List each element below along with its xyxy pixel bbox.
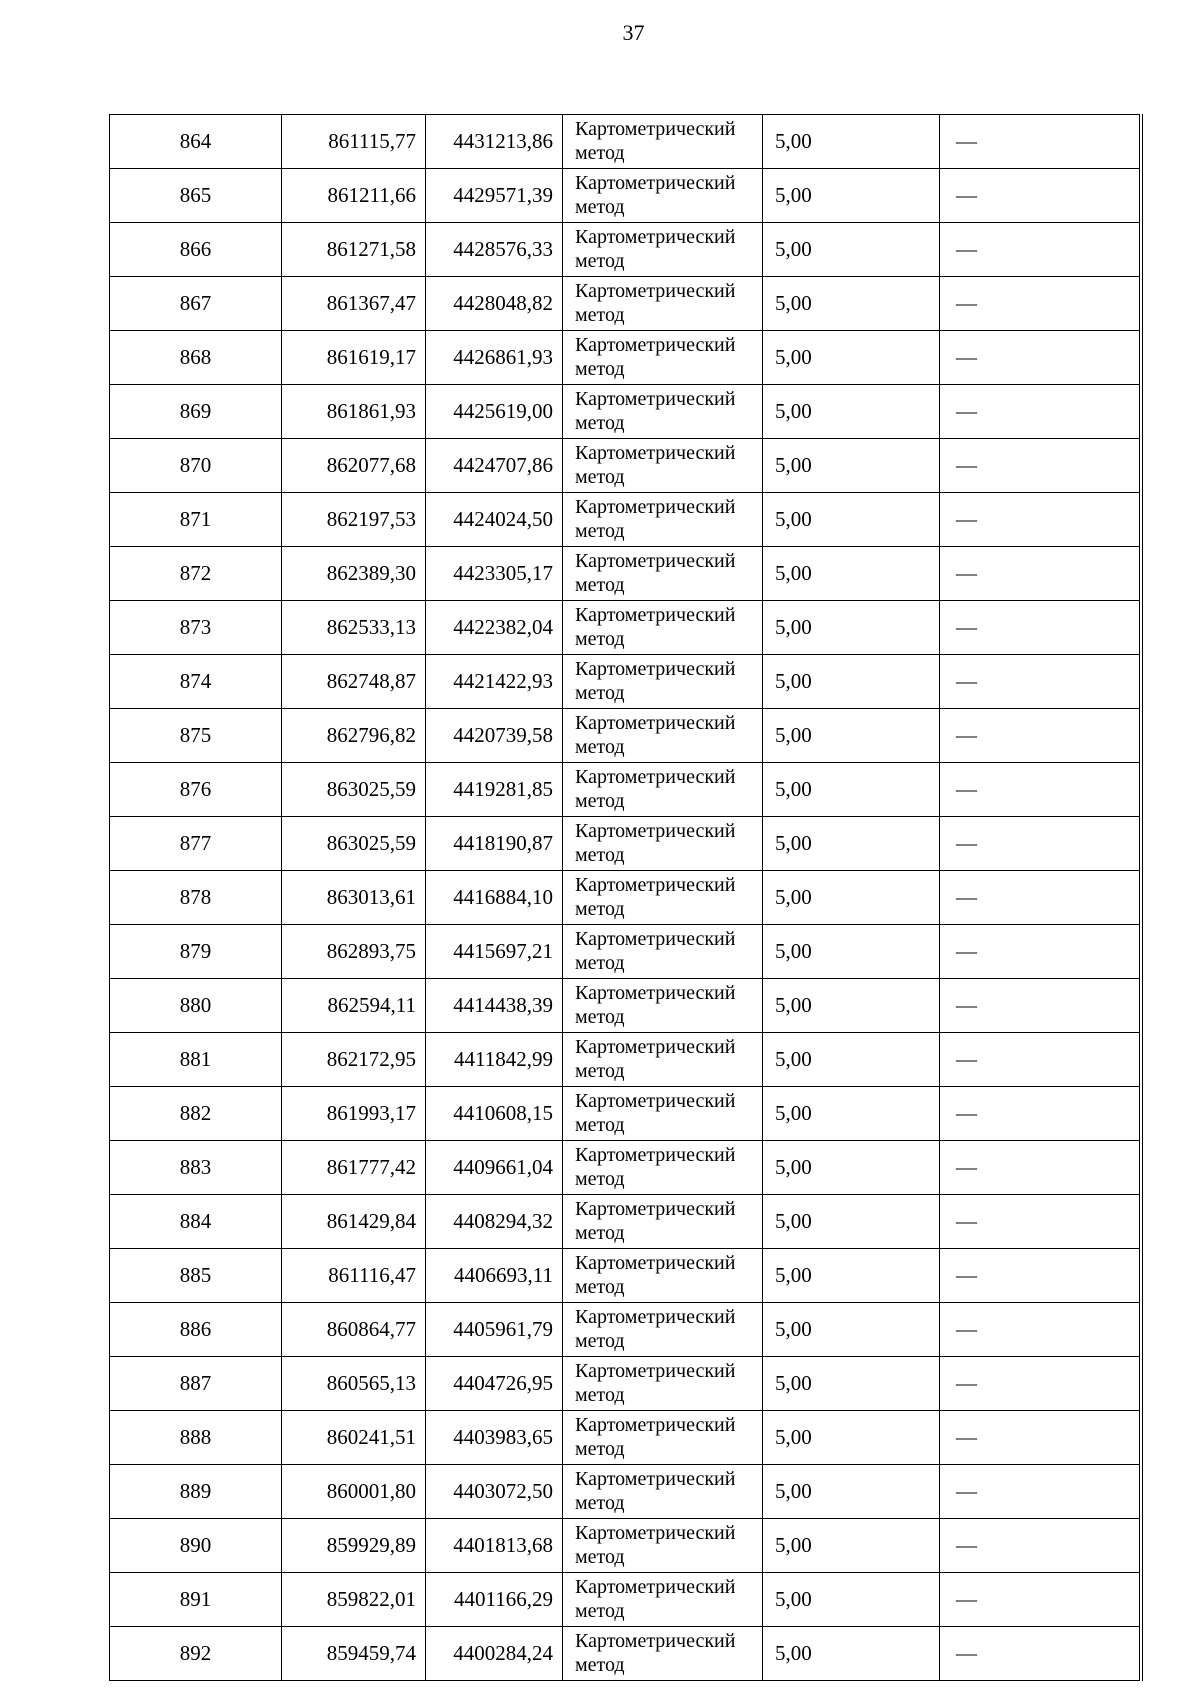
accuracy-cell: 5,00 bbox=[763, 385, 940, 439]
accuracy-cell: 5,00 bbox=[763, 817, 940, 871]
accuracy-cell: 5,00 bbox=[763, 1087, 940, 1141]
accuracy-cell: 5,00 bbox=[763, 709, 940, 763]
y-coordinate-cell: 4425619,00 bbox=[426, 385, 563, 439]
y-coordinate-cell: 4428048,82 bbox=[426, 277, 563, 331]
description-cell: — bbox=[940, 925, 1141, 979]
method-cell: Картометрический метод bbox=[563, 115, 763, 169]
y-coordinate-cell: 4424707,86 bbox=[426, 439, 563, 493]
accuracy-cell: 5,00 bbox=[763, 1411, 940, 1465]
method-cell: Картометрический метод bbox=[563, 709, 763, 763]
x-coordinate-cell: 860001,80 bbox=[282, 1465, 426, 1519]
accuracy-cell: 5,00 bbox=[763, 1573, 940, 1627]
y-coordinate-cell: 4401166,29 bbox=[426, 1573, 563, 1627]
accuracy-cell: 5,00 bbox=[763, 223, 940, 277]
method-cell: Картометрический метод bbox=[563, 871, 763, 925]
y-coordinate-cell: 4409661,04 bbox=[426, 1141, 563, 1195]
description-cell: — bbox=[940, 1249, 1141, 1303]
x-coordinate-cell: 859929,89 bbox=[282, 1519, 426, 1573]
description-cell: — bbox=[940, 331, 1141, 385]
description-cell: — bbox=[940, 1033, 1141, 1087]
table-row bbox=[110, 439, 1141, 493]
description-cell: — bbox=[940, 1357, 1141, 1411]
method-cell: Картометрический метод bbox=[563, 547, 763, 601]
method-cell: Картометрический метод bbox=[563, 601, 763, 655]
description-cell: — bbox=[940, 223, 1141, 277]
x-coordinate-cell: 861861,93 bbox=[282, 385, 426, 439]
table-row bbox=[110, 763, 1141, 817]
table-row bbox=[110, 1573, 1141, 1627]
accuracy-cell: 5,00 bbox=[763, 925, 940, 979]
x-coordinate-cell: 862197,53 bbox=[282, 493, 426, 547]
description-cell: — bbox=[940, 1087, 1141, 1141]
y-coordinate-cell: 4426861,93 bbox=[426, 331, 563, 385]
accuracy-cell: 5,00 bbox=[763, 763, 940, 817]
accuracy-cell: 5,00 bbox=[763, 331, 940, 385]
x-coordinate-cell: 860864,77 bbox=[282, 1303, 426, 1357]
page-number: 37 bbox=[622, 20, 645, 45]
point-number-cell: 889 bbox=[110, 1465, 282, 1519]
method-cell: Картометрический метод bbox=[563, 1627, 763, 1681]
point-number-cell: 872 bbox=[110, 547, 282, 601]
description-cell: — bbox=[940, 1303, 1141, 1357]
table-row bbox=[110, 709, 1141, 763]
point-number-cell: 890 bbox=[110, 1519, 282, 1573]
description-cell: — bbox=[940, 115, 1141, 169]
point-number-cell: 879 bbox=[110, 925, 282, 979]
x-coordinate-cell: 861993,17 bbox=[282, 1087, 426, 1141]
y-coordinate-cell: 4421422,93 bbox=[426, 655, 563, 709]
point-number-cell: 871 bbox=[110, 493, 282, 547]
x-coordinate-cell: 861367,47 bbox=[282, 277, 426, 331]
y-coordinate-cell: 4406693,11 bbox=[426, 1249, 563, 1303]
x-coordinate-cell: 861116,47 bbox=[282, 1249, 426, 1303]
accuracy-cell: 5,00 bbox=[763, 1303, 940, 1357]
method-cell: Картометрический метод bbox=[563, 331, 763, 385]
point-number-cell: 876 bbox=[110, 763, 282, 817]
accuracy-cell: 5,00 bbox=[763, 1249, 940, 1303]
y-coordinate-cell: 4419281,85 bbox=[426, 763, 563, 817]
accuracy-cell: 5,00 bbox=[763, 547, 940, 601]
accuracy-cell: 5,00 bbox=[763, 1195, 940, 1249]
point-number-cell: 886 bbox=[110, 1303, 282, 1357]
point-number-cell: 884 bbox=[110, 1195, 282, 1249]
accuracy-cell: 5,00 bbox=[763, 1357, 940, 1411]
point-number-cell: 881 bbox=[110, 1033, 282, 1087]
y-coordinate-cell: 4428576,33 bbox=[426, 223, 563, 277]
y-coordinate-cell: 4415697,21 bbox=[426, 925, 563, 979]
description-cell: — bbox=[940, 547, 1141, 601]
table-row bbox=[110, 547, 1141, 601]
table-row bbox=[110, 1627, 1141, 1681]
method-cell: Картометрический метод bbox=[563, 493, 763, 547]
method-cell: Картометрический метод bbox=[563, 223, 763, 277]
y-coordinate-cell: 4401813,68 bbox=[426, 1519, 563, 1573]
accuracy-cell: 5,00 bbox=[763, 169, 940, 223]
description-cell: — bbox=[940, 1141, 1141, 1195]
point-number-cell: 891 bbox=[110, 1573, 282, 1627]
description-cell: — bbox=[940, 1411, 1141, 1465]
accuracy-cell: 5,00 bbox=[763, 439, 940, 493]
x-coordinate-cell: 863025,59 bbox=[282, 817, 426, 871]
y-coordinate-cell: 4403983,65 bbox=[426, 1411, 563, 1465]
point-number-cell: 873 bbox=[110, 601, 282, 655]
point-number-cell: 882 bbox=[110, 1087, 282, 1141]
y-coordinate-cell: 4423305,17 bbox=[426, 547, 563, 601]
method-cell: Картометрический метод bbox=[563, 1519, 763, 1573]
description-cell: — bbox=[940, 1573, 1141, 1627]
table-row bbox=[110, 1357, 1141, 1411]
y-coordinate-cell: 4418190,87 bbox=[426, 817, 563, 871]
point-number-cell: 880 bbox=[110, 979, 282, 1033]
method-cell: Картометрический метод bbox=[563, 817, 763, 871]
accuracy-cell: 5,00 bbox=[763, 979, 940, 1033]
point-number-cell: 867 bbox=[110, 277, 282, 331]
method-cell: Картометрический метод bbox=[563, 385, 763, 439]
x-coordinate-cell: 861429,84 bbox=[282, 1195, 426, 1249]
point-number-cell: 888 bbox=[110, 1411, 282, 1465]
coordinates-table-container bbox=[109, 114, 1140, 1681]
point-number-cell: 866 bbox=[110, 223, 282, 277]
y-coordinate-cell: 4405961,79 bbox=[426, 1303, 563, 1357]
table-row bbox=[110, 1249, 1141, 1303]
x-coordinate-cell: 862796,82 bbox=[282, 709, 426, 763]
method-cell: Картометрический метод bbox=[563, 1411, 763, 1465]
y-coordinate-cell: 4416884,10 bbox=[426, 871, 563, 925]
method-cell: Картометрический метод bbox=[563, 1087, 763, 1141]
method-cell: Картометрический метод bbox=[563, 1249, 763, 1303]
x-coordinate-cell: 862893,75 bbox=[282, 925, 426, 979]
description-cell: — bbox=[940, 709, 1141, 763]
method-cell: Картометрический метод bbox=[563, 1033, 763, 1087]
method-cell: Картометрический метод bbox=[563, 979, 763, 1033]
x-coordinate-cell: 860565,13 bbox=[282, 1357, 426, 1411]
table-row bbox=[110, 115, 1141, 169]
method-cell: Картометрический метод bbox=[563, 1357, 763, 1411]
method-cell: Картометрический метод bbox=[563, 1141, 763, 1195]
y-coordinate-cell: 4424024,50 bbox=[426, 493, 563, 547]
x-coordinate-cell: 862389,30 bbox=[282, 547, 426, 601]
method-cell: Картометрический метод bbox=[563, 1195, 763, 1249]
method-cell: Картометрический метод bbox=[563, 1303, 763, 1357]
description-cell: — bbox=[940, 601, 1141, 655]
method-cell: Картометрический метод bbox=[563, 1465, 763, 1519]
table-row bbox=[110, 331, 1141, 385]
method-cell: Картометрический метод bbox=[563, 169, 763, 223]
point-number-cell: 869 bbox=[110, 385, 282, 439]
description-cell: — bbox=[940, 817, 1141, 871]
description-cell: — bbox=[940, 277, 1141, 331]
table-row bbox=[110, 601, 1141, 655]
x-coordinate-cell: 862533,13 bbox=[282, 601, 426, 655]
point-number-cell: 875 bbox=[110, 709, 282, 763]
table-row bbox=[110, 223, 1141, 277]
description-cell: — bbox=[940, 1519, 1141, 1573]
method-cell: Картометрический метод bbox=[563, 277, 763, 331]
coordinates-table bbox=[109, 114, 1143, 1681]
accuracy-cell: 5,00 bbox=[763, 493, 940, 547]
accuracy-cell: 5,00 bbox=[763, 115, 940, 169]
table-row bbox=[110, 385, 1141, 439]
accuracy-cell: 5,00 bbox=[763, 871, 940, 925]
point-number-cell: 877 bbox=[110, 817, 282, 871]
x-coordinate-cell: 861777,42 bbox=[282, 1141, 426, 1195]
description-cell: — bbox=[940, 385, 1141, 439]
description-cell: — bbox=[940, 1195, 1141, 1249]
x-coordinate-cell: 862748,87 bbox=[282, 655, 426, 709]
point-number-cell: 892 bbox=[110, 1627, 282, 1681]
accuracy-cell: 5,00 bbox=[763, 1033, 940, 1087]
table-row bbox=[110, 1465, 1141, 1519]
point-number-cell: 868 bbox=[110, 331, 282, 385]
description-cell: — bbox=[940, 169, 1141, 223]
description-cell: — bbox=[940, 1627, 1141, 1681]
point-number-cell: 864 bbox=[110, 115, 282, 169]
x-coordinate-cell: 861619,17 bbox=[282, 331, 426, 385]
table-row bbox=[110, 1519, 1141, 1573]
y-coordinate-cell: 4408294,32 bbox=[426, 1195, 563, 1249]
table-row bbox=[110, 925, 1141, 979]
table-row bbox=[110, 1303, 1141, 1357]
x-coordinate-cell: 862077,68 bbox=[282, 439, 426, 493]
method-cell: Картометрический метод bbox=[563, 1573, 763, 1627]
x-coordinate-cell: 861115,77 bbox=[282, 115, 426, 169]
y-coordinate-cell: 4410608,15 bbox=[426, 1087, 563, 1141]
x-coordinate-cell: 863013,61 bbox=[282, 871, 426, 925]
method-cell: Картометрический метод bbox=[563, 439, 763, 493]
x-coordinate-cell: 859822,01 bbox=[282, 1573, 426, 1627]
table-row bbox=[110, 871, 1141, 925]
method-cell: Картометрический метод bbox=[563, 655, 763, 709]
x-coordinate-cell: 860241,51 bbox=[282, 1411, 426, 1465]
point-number-cell: 878 bbox=[110, 871, 282, 925]
accuracy-cell: 5,00 bbox=[763, 1519, 940, 1573]
table-body bbox=[110, 115, 1141, 1681]
table-row bbox=[110, 817, 1141, 871]
accuracy-cell: 5,00 bbox=[763, 277, 940, 331]
description-cell: — bbox=[940, 1465, 1141, 1519]
table-row bbox=[110, 1087, 1141, 1141]
description-cell: — bbox=[940, 979, 1141, 1033]
point-number-cell: 870 bbox=[110, 439, 282, 493]
description-cell: — bbox=[940, 493, 1141, 547]
x-coordinate-cell: 863025,59 bbox=[282, 763, 426, 817]
x-coordinate-cell: 862172,95 bbox=[282, 1033, 426, 1087]
y-coordinate-cell: 4420739,58 bbox=[426, 709, 563, 763]
accuracy-cell: 5,00 bbox=[763, 601, 940, 655]
accuracy-cell: 5,00 bbox=[763, 1141, 940, 1195]
x-coordinate-cell: 861271,58 bbox=[282, 223, 426, 277]
point-number-cell: 885 bbox=[110, 1249, 282, 1303]
table-row bbox=[110, 1033, 1141, 1087]
y-coordinate-cell: 4411842,99 bbox=[426, 1033, 563, 1087]
table-row bbox=[110, 655, 1141, 709]
x-coordinate-cell: 861211,66 bbox=[282, 169, 426, 223]
description-cell: — bbox=[940, 655, 1141, 709]
y-coordinate-cell: 4400284,24 bbox=[426, 1627, 563, 1681]
point-number-cell: 883 bbox=[110, 1141, 282, 1195]
y-coordinate-cell: 4403072,50 bbox=[426, 1465, 563, 1519]
description-cell: — bbox=[940, 871, 1141, 925]
point-number-cell: 887 bbox=[110, 1357, 282, 1411]
y-coordinate-cell: 4414438,39 bbox=[426, 979, 563, 1033]
table-row bbox=[110, 1195, 1141, 1249]
y-coordinate-cell: 4422382,04 bbox=[426, 601, 563, 655]
table-row bbox=[110, 1141, 1141, 1195]
method-cell: Картометрический метод bbox=[563, 925, 763, 979]
accuracy-cell: 5,00 bbox=[763, 1627, 940, 1681]
y-coordinate-cell: 4404726,95 bbox=[426, 1357, 563, 1411]
table-row bbox=[110, 493, 1141, 547]
accuracy-cell: 5,00 bbox=[763, 1465, 940, 1519]
description-cell: — bbox=[940, 763, 1141, 817]
y-coordinate-cell: 4431213,86 bbox=[426, 115, 563, 169]
x-coordinate-cell: 859459,74 bbox=[282, 1627, 426, 1681]
point-number-cell: 865 bbox=[110, 169, 282, 223]
table-row bbox=[110, 169, 1141, 223]
accuracy-cell: 5,00 bbox=[763, 655, 940, 709]
table-row bbox=[110, 1411, 1141, 1465]
x-coordinate-cell: 862594,11 bbox=[282, 979, 426, 1033]
point-number-cell: 874 bbox=[110, 655, 282, 709]
table-row bbox=[110, 277, 1141, 331]
method-cell: Картометрический метод bbox=[563, 763, 763, 817]
table-row bbox=[110, 979, 1141, 1033]
y-coordinate-cell: 4429571,39 bbox=[426, 169, 563, 223]
description-cell: — bbox=[940, 439, 1141, 493]
